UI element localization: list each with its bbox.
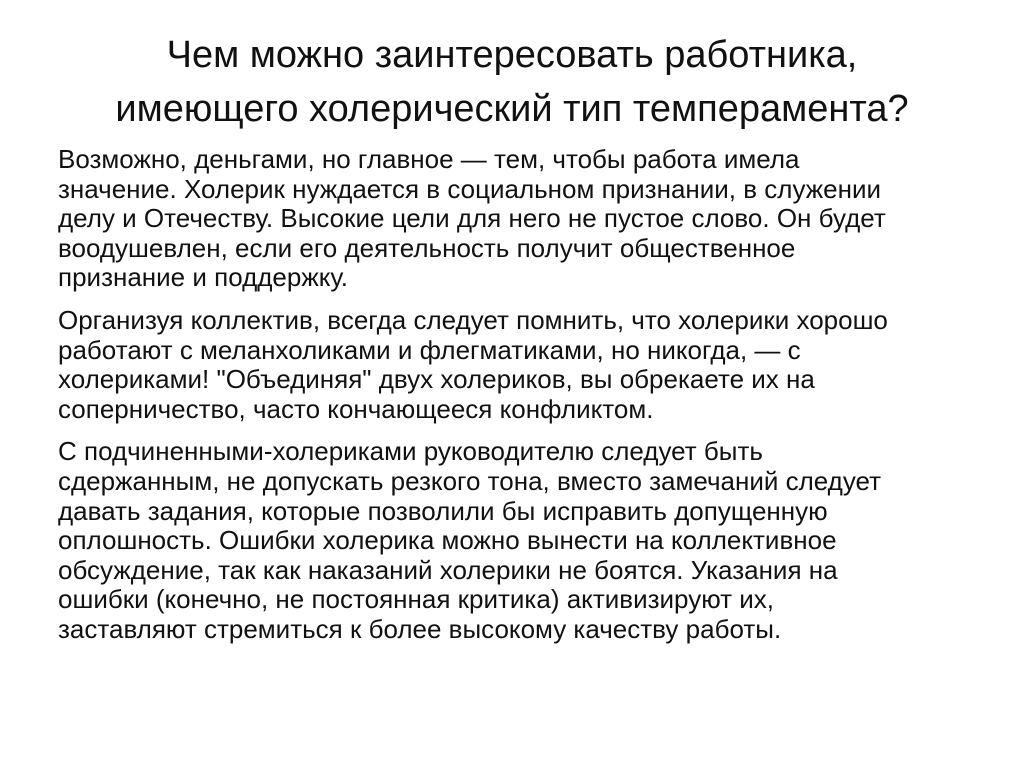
- paragraph-management: [58, 437, 988, 644]
- paragraph-team: [58, 306, 988, 424]
- text-line: Организуя коллектив, всегда следует помнить, что холерики хорошо: [58, 304, 888, 335]
- text-line: сдержанным, не допускать резкого тона, вместо замечаний следует: [58, 465, 882, 496]
- text-line: обсуждение, так как наказаний холерики не боятся. Указания на: [58, 554, 838, 585]
- slide-title-line: имеющего холерический тип темперамента?: [115, 88, 909, 130]
- text-line: холериками! "Объединяя" двух холериков, вы обрекаете их на: [58, 364, 815, 395]
- slide-title: [40, 28, 984, 136]
- text-line: воодушевлен, если его деятельность получит общественное: [58, 232, 796, 263]
- text-line: признание и поддержку.: [58, 262, 349, 293]
- slide-title-line: Чем можно заинтересовать работника,: [166, 34, 858, 76]
- slide-body: [58, 145, 988, 658]
- text-line: ошибки (конечно, не постоянная критика) активизируют их,: [58, 584, 775, 615]
- text-line: давать задания, которые позволили бы исправить допущенную: [58, 495, 828, 526]
- text-line: С подчиненными-холериками руководителю следует быть: [58, 436, 763, 467]
- text-line: работают с меланхоликами и флегматиками, но никогда, — с: [58, 334, 801, 365]
- text-line: оплошность. Ошибки холерика можно вынести на коллективное: [58, 525, 837, 556]
- text-line: делу и Отечеству. Высокие цели для него не пустое слово. Он будет: [58, 203, 886, 234]
- text-line: соперничество, часто кончающееся конфликтом.: [58, 393, 654, 424]
- text-line: заставляют стремиться к более высокому качеству работы.: [58, 613, 782, 644]
- paragraph-money: [58, 145, 988, 293]
- text-line: Возможно, деньгами, но главное — тем, чтобы работа имела: [58, 144, 800, 174]
- text-line: значение. Холерик нуждается в социальном признании, в служении: [58, 173, 882, 204]
